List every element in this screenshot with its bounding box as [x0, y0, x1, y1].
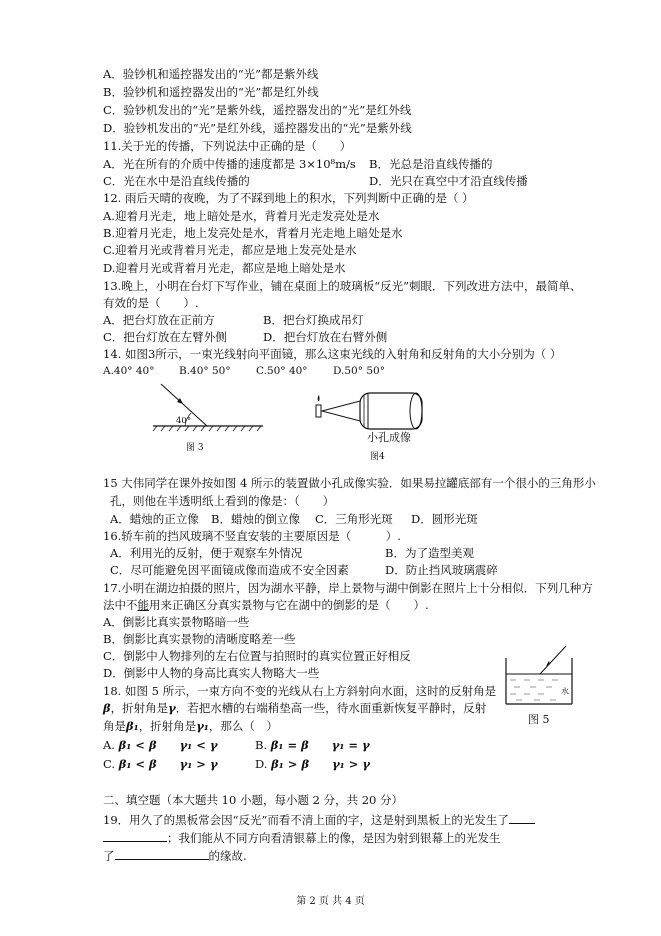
q17-option-b: B．倒影比真实景物的清晰度略差一些	[103, 632, 296, 646]
q15-option-d: D．圆形光斑	[411, 512, 478, 526]
q17-stem-line2: 法中不能用来正确区分真实景物与它在湖中的倒影的是（ ）.	[103, 598, 429, 612]
q19-line3: 了 的缘故.	[103, 849, 247, 863]
q11-option-b: B．光总是沿直线传播的	[369, 157, 493, 171]
q14-option-c: C.50° 40°	[256, 365, 308, 377]
q12-option-d: D.迎着月光或背着月光走，都应是地上暗处是水	[103, 261, 346, 275]
q10-option-d: D．验钞机发出的“光”是红外线，遥控器发出的“光”是紫外线	[103, 121, 412, 135]
q16-option-b: B．为了造型美观	[385, 546, 474, 560]
q17-emphasis: 能	[137, 598, 149, 612]
q15-option-b: B．蜡烛的倒立像	[211, 512, 300, 526]
q11-option-d: D．光只在真空中才沿直线传播	[369, 174, 528, 188]
q14-stem: 14. 如图3所示，一束光线射向平面镜，那么这束光线的入射角和反射角的大小分别为（ ）	[103, 347, 562, 361]
q15-stem-line1: 15 大伟同学在课外按如图 4 所示的装置做小孔成像实验．如果易拉罐底部有一个很小的三角形小	[103, 476, 596, 490]
figure-4-pinhole-camera	[312, 383, 437, 433]
q17-stem-line1: 17.小明在湖边拍摄的照片，因为湖水平静，岸上景物与湖中倒影在照片上十分相似．下列几种方	[103, 581, 593, 595]
q17-option-a: A．倒影比真实景物略暗一些	[103, 615, 250, 629]
q11-stem: 11.关于光的传播，下列说法中正确的是（ ）	[103, 139, 352, 153]
q19-blank-1-start	[509, 811, 535, 824]
figure-3-angle-label: 40°	[176, 416, 192, 426]
q14-option-d: D.50° 50°	[333, 365, 385, 377]
q14-option-a: A.40° 40°	[103, 365, 155, 377]
q15-option-a: A．蜡烛的正立像	[110, 512, 199, 526]
q13-option-a: A．把台灯放在正前方	[103, 313, 215, 327]
q15-stem-line2: 孔，则他在半透明纸上看到的像是：（ ）	[110, 494, 335, 508]
q11-option-c: C．光在水中是沿直线传播的	[103, 174, 250, 188]
q16-stem: 16.轿车前的挡风玻璃不竖直安装的主要原因是（ ）.	[103, 529, 401, 543]
figure-4-caption: 图4	[370, 452, 385, 462]
q12-option-c: C.迎着月光或背着月光走，都应是地上发亮处是水	[103, 243, 357, 257]
q10-option-c: C．验钞机发出的“光”是紫外线，遥控器发出的“光”是红外线	[103, 103, 412, 117]
q13-stem-line1: 13.晚上，小明在台灯下写作业，铺在桌面上的玻璃板“反光”刺眼．下列改进方法中，最简单、	[103, 279, 582, 293]
q10-option-b: B．验钞机和遥控器发出的“光”都是红外线	[103, 85, 319, 99]
q13-option-d: D．把台灯放在右臂外侧	[263, 330, 388, 344]
q19-line1: 19．用久了的黑板常会因“反光”而看不清上面的字，这是射到黑板上的光发生了	[103, 811, 535, 828]
q16-option-c: C．尽可能避免因平面镜成像而造成不安全因素	[110, 563, 349, 577]
figure-4-label: 小孔成像	[367, 431, 411, 444]
q11-option-a: A．光在所有的介质中传播的速度都是 3×10⁸m/s	[103, 157, 356, 171]
page-footer: 第 2 页 共 4 页	[296, 896, 365, 907]
q14-option-b: B.40° 50°	[179, 365, 231, 377]
q16-option-a: A．利用光的反射，便于观察车外情况	[110, 546, 303, 560]
q18-option-d: D. β₁ > β γ₁ > γ	[255, 757, 370, 771]
q19-blank-2	[115, 847, 209, 860]
q18-option-a: A. β₁ < β γ₁ < γ	[103, 738, 218, 752]
figure-3-mirror-diagram	[145, 378, 275, 460]
section-2-title: 二、填空题（本大题共 10 小题，每小题 2 分，共 20 分）	[103, 793, 404, 807]
q18-option-c: C. β₁ < β γ₁ > γ	[103, 757, 218, 771]
q19-line2: ；我们能从不同方向看清银幕上的像，是因为射到银幕上的光发生	[103, 829, 501, 846]
figure-5-caption: 图 5	[528, 713, 550, 726]
q18-line1: 18. 如图 5 所示，一束方向不变的光线从右上方斜射向水面，这时的反射角是	[103, 684, 497, 698]
q13-option-b: B．把台灯换成吊灯	[263, 313, 364, 327]
q18-line2: β，折射角是γ．若把水槽的右端稍垫高一些，待水面重新恢复平静时，反射	[103, 701, 487, 715]
q18-option-b: B. β₁ = β γ₁ = γ	[255, 738, 370, 752]
q18-line3: 角是β₁，折射角是γ₁，那么（ ）	[103, 719, 278, 733]
q17-option-c: C．倒影中人物排列的左右位置与拍照时的真实位置正好相反	[103, 649, 411, 663]
figure-5-water-label: 水	[561, 687, 569, 696]
q12-option-a: A.迎着月光走，地上暗处是水，背着月光走发亮处是水	[103, 209, 380, 223]
figure-3-caption: 图 3	[186, 443, 204, 453]
q13-option-c: C．把台灯放在左臂外侧	[103, 330, 227, 344]
q19-blank-1	[103, 829, 167, 842]
q15-option-c: C．三角形光斑	[315, 512, 393, 526]
q10-option-a: A．验钞机和遥控器发出的“光”都是紫外线	[103, 67, 319, 81]
q16-option-d: D．防止挡风玻璃震碎	[385, 563, 498, 577]
q13-stem-line2: 有效的是（ ）.	[103, 296, 199, 310]
q12-stem: 12. 雨后天晴的夜晚，为了不踩到地上的积水，下列判断中正确的是（ ）	[103, 191, 474, 205]
q17-option-d: D．倒影中人物的身高比真实人物略大一些	[103, 666, 320, 680]
q12-option-b: B.迎着月光走，地上发亮处是水，背着月光走地上暗处是水	[103, 226, 403, 240]
